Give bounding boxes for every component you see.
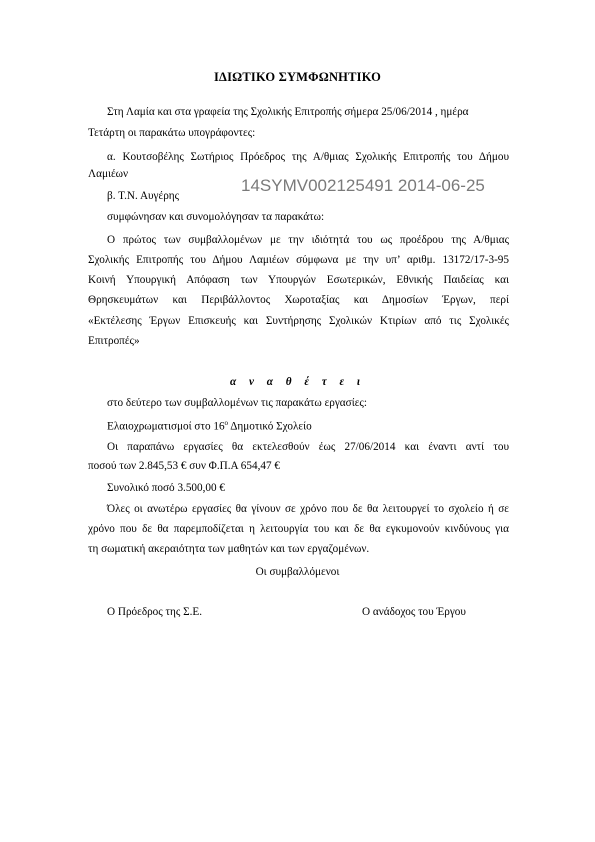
execution-line-2: ποσού των 2.845,53 € συν Φ.Π.Α 654,47 € [88, 460, 280, 472]
first-paragraph-line-2: Σχολικής Επιτροπής του Δήμου Λαμιέων σύμφωνα με την υπ’ αριθμ. 13172/17-3-95 [88, 254, 509, 266]
document-title: ΙΔΙΩΤΙΚΟ ΣΥΜΦΩΝΗΤΙΚΟ [213, 70, 382, 84]
closing-paragraph-line-1: Όλες οι ανωτέρω εργασίες θα γίνουν σε χρόνο που δε θα λειτουργεί το σχολείο ή σε [107, 503, 509, 515]
work-suffix: Δημοτικό Σχολείο [228, 420, 312, 433]
work-superscript: ο [224, 419, 229, 427]
signature-right: Ο ανάδοχος του Έργου [362, 606, 466, 618]
signature-left: Ο Πρόεδρος της Σ.Ε. [107, 606, 203, 618]
first-paragraph-line-5: «Εκτέλεσης Έργων Επισκευής και Συντήρησης Σχολικών Κτιρίων από τις Σχολικές [88, 315, 509, 327]
intro-line-2: Τετάρτη οι παρακάτω υπογράφοντες: [88, 127, 256, 139]
intro-line-1: Στη Λαμία και στα γραφεία της Σχολικής Επιτροπής σήμερα 25/06/2014 , ημέρα [107, 106, 469, 118]
party-b: β. Τ.Ν. Αυγέρης [107, 190, 180, 202]
closing-paragraph-line-2: χρόνο που δε θα παρεμποδίζεται η λειτουργία του και δε θα εγκυμονούν κινδύνους για [88, 523, 509, 535]
assigns-heading: α ν α θ έ τ ε ι [230, 376, 365, 388]
party-a-line-1: α. Κουτσοβέλης Σωτήριος Πρόεδρος της Α/θμιας Σχολικής Επιτροπής του Δήμου [107, 151, 509, 163]
first-paragraph-line-4: Θρησκευμάτων και Περιβάλλοντος Χωροταξίας και Δημοσίων Έργων, περί [88, 294, 509, 306]
to-second-line: στο δεύτερο των συμβαλλομένων τις παρακάτω εργασίες: [107, 397, 367, 409]
first-paragraph-line-1: Ο πρώτος των συμβαλλομένων με την ιδιότητά του ως προέδρου της Α/θμιας [107, 234, 509, 246]
party-a-line-2: Λαμιέων [88, 168, 129, 180]
total-amount: Συνολικό ποσό 3.500,00 € [107, 482, 225, 494]
contracting-parties: Οι συμβαλλόμενοι [255, 566, 340, 578]
work-prefix: Ελαιοχρωματισμοί στο 16 [107, 420, 225, 433]
work-description [107, 416, 312, 434]
registry-watermark: 14SYMV002125491 2014-06-25 [241, 176, 485, 195]
agreed-line: συμφώνησαν και συνομολόγησαν τα παρακάτω: [107, 211, 325, 223]
first-paragraph-line-3: Κοινή Υπουργική Απόφαση των Υπουργών Εσωτερικών, Εθνικής Παιδείας και [88, 274, 509, 286]
execution-line-1: Οι παραπάνω εργασίες θα εκτελεσθούν έως 27/06/2014 και έναντι αντί του [107, 441, 509, 453]
first-paragraph-line-6: Επιτροπές» [88, 335, 140, 347]
closing-paragraph-line-3: τη σωματική ακεραιότητα των μαθητών και των εργαζομένων. [88, 543, 370, 555]
